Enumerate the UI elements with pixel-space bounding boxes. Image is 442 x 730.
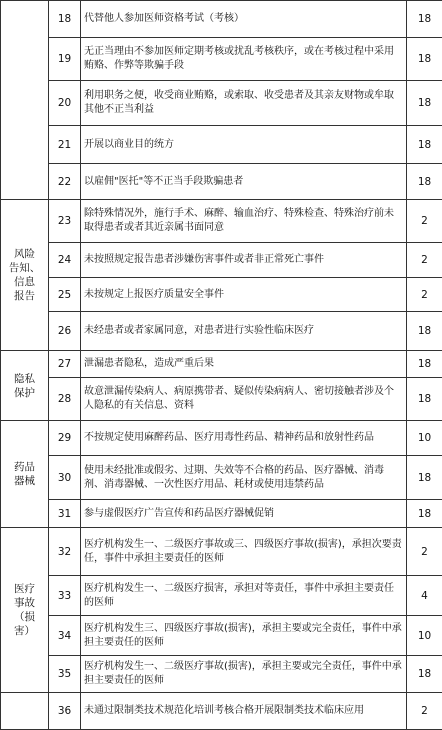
item-description-text: 医疗机构发生一、二级医疗事故(损害)，承担主要或完全责任，事件中承担主要责任的医师 xyxy=(84,661,402,686)
row-number: 26 xyxy=(49,312,81,351)
item-description xyxy=(81,278,407,312)
score-cell: 18 xyxy=(407,81,442,126)
table-row xyxy=(1,528,442,576)
row-number: 33 xyxy=(49,576,81,616)
table-row xyxy=(1,576,442,616)
score-cell: 18 xyxy=(407,164,442,200)
item-description-text: 未按照规定报告患者涉嫌伤害事件或者非正常死亡事件 xyxy=(84,254,324,265)
item-description-text: 无正当理由不参加医师定期考核或扰乱考核秩序，或在考核过程中采用贿赂、作弊等欺骗手段 xyxy=(84,46,394,71)
item-description-text: 使用未经批准或假劣、过期、失效等不合格的药品、医疗器械、消毒剂、消毒器械、一次性医疗用品、耗材或使用违禁药品 xyxy=(84,465,384,490)
item-description-text: 参与虚假医疗广告宣传和药品医疗器械促销 xyxy=(84,508,274,519)
table-row xyxy=(1,164,442,200)
row-number: 31 xyxy=(49,500,81,528)
score-cell: 2 xyxy=(407,243,442,278)
category-label: 医疗 事故 （损 害） xyxy=(1,582,48,638)
score-cell: 4 xyxy=(407,576,442,616)
row-number: 35 xyxy=(49,656,81,693)
table-row xyxy=(1,126,442,164)
item-description-text: 利用职务之便，收受商业贿赂，或索取、收受患者及其亲友财物或牟取其他不正当利益 xyxy=(84,90,394,115)
item-description-text: 故意泄漏传染病人、病原携带者、疑似传染病病人、密切接触者涉及个人隐私的有关信息、资料 xyxy=(84,386,394,411)
row-number: 28 xyxy=(49,378,81,421)
score-cell: 18 xyxy=(407,656,442,693)
table-row xyxy=(1,616,442,656)
score-cell: 18 xyxy=(407,500,442,528)
item-description xyxy=(81,1,407,38)
category-cell xyxy=(1,1,49,200)
item-description xyxy=(81,81,407,126)
row-number: 24 xyxy=(49,243,81,278)
category-cell xyxy=(1,421,49,528)
score-cell: 2 xyxy=(407,278,442,312)
category-cell xyxy=(1,693,49,730)
score-cell: 18 xyxy=(407,351,442,378)
table-row xyxy=(1,38,442,81)
score-cell: 18 xyxy=(407,312,442,351)
category-cell xyxy=(1,528,49,693)
item-description-text: 医疗机构发生三、四级医疗事故(损害)，承担主要或完全责任，事件中承担主要责任的医师 xyxy=(84,623,402,648)
item-description-text: 开展以商业目的统方 xyxy=(84,139,174,150)
item-description xyxy=(81,378,407,421)
item-description xyxy=(81,126,407,164)
item-description-text: 以雇佣"医托"等不正当手段欺骗患者 xyxy=(84,176,243,187)
item-description-text: 泄漏患者隐私，造成严重后果 xyxy=(84,358,214,369)
row-number: 27 xyxy=(49,351,81,378)
table-row xyxy=(1,500,442,528)
table-row xyxy=(1,351,442,378)
score-cell: 18 xyxy=(407,1,442,38)
item-description-text: 未按规定上报医疗质量安全事件 xyxy=(84,289,224,300)
category-label: 隐私 保护 xyxy=(1,372,48,400)
row-number: 25 xyxy=(49,278,81,312)
table-row xyxy=(1,1,442,38)
item-description-text: 未经患者或者家属同意，对患者进行实验性临床医疗 xyxy=(84,325,314,336)
category-cell xyxy=(1,200,49,351)
table-row xyxy=(1,278,442,312)
row-number: 23 xyxy=(49,200,81,243)
row-number: 18 xyxy=(49,1,81,38)
item-description xyxy=(81,351,407,378)
score-cell: 10 xyxy=(407,421,442,456)
item-description-text: 不按规定使用麻醉药品、医疗用毒性药品、精神药品和放射性药品 xyxy=(84,432,374,443)
table-row xyxy=(1,81,442,126)
item-description-text: 除特殊情况外，施行手术、麻醉、输血治疗、特殊检查、特殊治疗前未取得患者或者其近亲属书面同意 xyxy=(84,208,394,233)
item-description xyxy=(81,456,407,500)
score-cell: 2 xyxy=(407,200,442,243)
item-description xyxy=(81,693,407,730)
row-number: 32 xyxy=(49,528,81,576)
score-cell: 18 xyxy=(407,378,442,421)
row-number: 36 xyxy=(49,693,81,730)
table-row xyxy=(1,693,442,730)
table-body xyxy=(1,1,442,730)
row-number: 30 xyxy=(49,456,81,500)
table-row xyxy=(1,421,442,456)
item-description-text: 代替他人参加医师资格考试（考核） xyxy=(84,13,244,24)
row-number: 29 xyxy=(49,421,81,456)
score-cell: 18 xyxy=(407,126,442,164)
item-description-text: 未通过限制类技术规范化培训考核合格开展限制类技术临床应用 xyxy=(84,705,364,716)
table-row xyxy=(1,243,442,278)
row-number: 21 xyxy=(49,126,81,164)
table-row xyxy=(1,200,442,243)
item-description xyxy=(81,528,407,576)
row-number: 20 xyxy=(49,81,81,126)
item-description xyxy=(81,200,407,243)
item-description xyxy=(81,576,407,616)
category-label: 药品 器械 xyxy=(1,460,48,488)
item-description xyxy=(81,164,407,200)
item-description xyxy=(81,312,407,351)
item-description xyxy=(81,500,407,528)
item-description xyxy=(81,38,407,81)
table-row xyxy=(1,378,442,421)
category-cell xyxy=(1,351,49,421)
score-cell: 18 xyxy=(407,456,442,500)
score-cell: 2 xyxy=(407,693,442,730)
score-cell: 10 xyxy=(407,616,442,656)
item-description xyxy=(81,616,407,656)
table-row xyxy=(1,656,442,693)
row-number: 22 xyxy=(49,164,81,200)
row-number: 19 xyxy=(49,38,81,81)
row-number: 34 xyxy=(49,616,81,656)
score-cell: 2 xyxy=(407,528,442,576)
item-description xyxy=(81,656,407,693)
category-label: 风险 告知、 信息 报告 xyxy=(1,247,48,303)
item-description-text: 医疗机构发生一、二级医疗损害，承担对等责任，事件中承担主要责任的医师 xyxy=(84,583,394,608)
item-description-text: 医疗机构发生一、二级医疗事故或三、四级医疗事故(损害)，承担次要责任，事件中承担主要责任的医师 xyxy=(84,539,402,564)
score-cell: 18 xyxy=(407,38,442,81)
item-description xyxy=(81,421,407,456)
item-description xyxy=(81,243,407,278)
table-row xyxy=(1,456,442,500)
table-row xyxy=(1,312,442,351)
